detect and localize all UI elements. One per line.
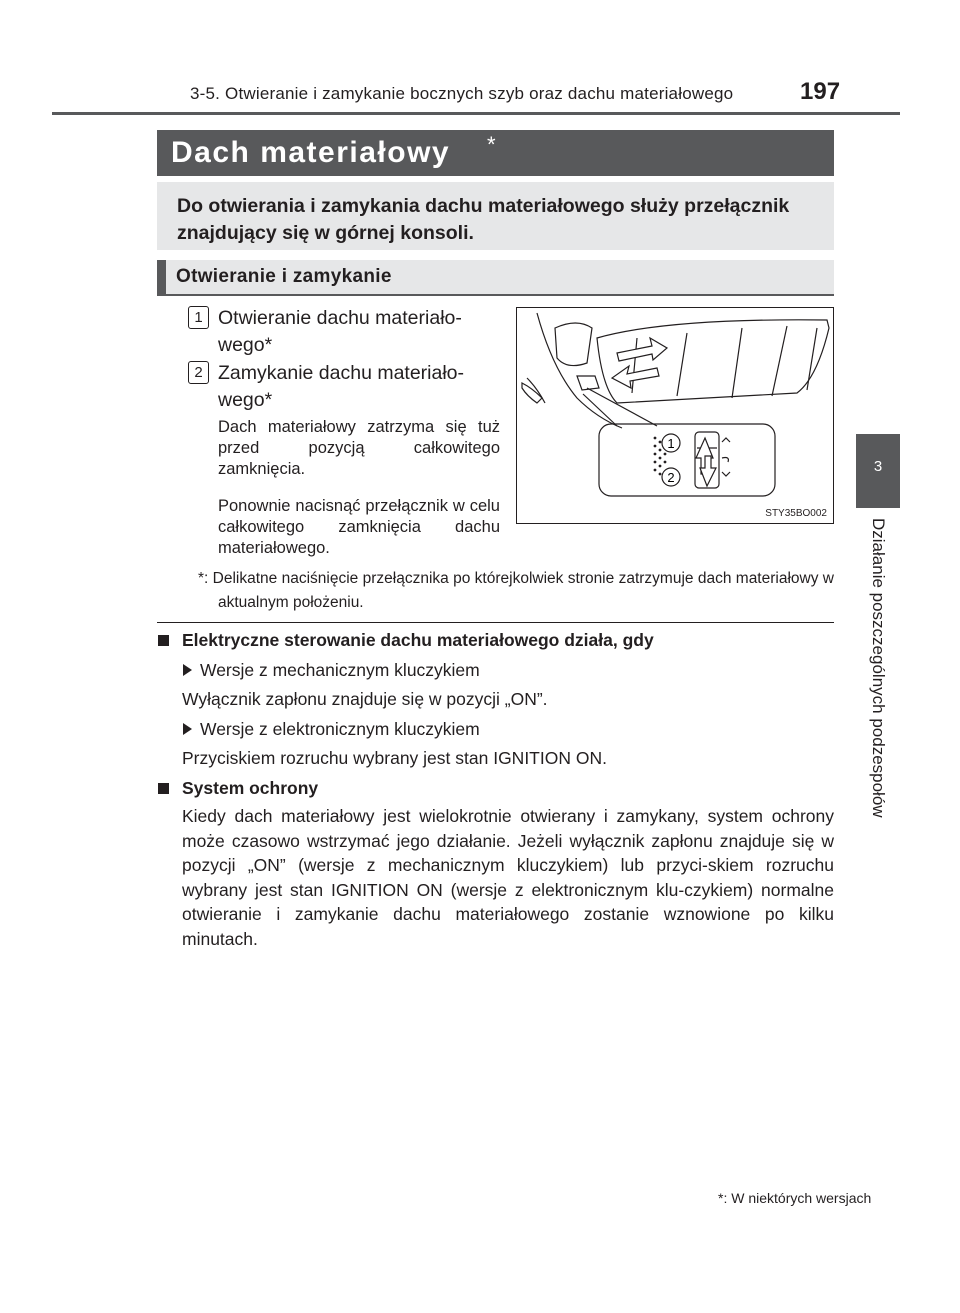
bottom-note: *: W niektórych wersjach [718,1190,872,1206]
variant2-text: Przyciskiem rozruchu wybrany jest stan IGNITION ON. [182,748,607,768]
triangle-bullet-icon [183,664,192,676]
variant1-text: Wyłącznik zapłonu znajduje się w pozycji „ON”. [182,689,548,709]
figure-callout-1: 1 [667,436,675,451]
variant2-label: Wersje z elektronicznym kluczykiem [200,719,480,739]
item-2-line2: wego* [218,389,273,411]
chapter-tab: 3 [856,434,900,508]
roof-switch-figure [516,307,834,524]
header-rule [52,112,900,115]
divider [157,622,834,623]
item-1 [218,305,498,359]
roof-switch-illustration [517,308,833,523]
protection-heading: System ochrony [182,778,319,798]
intro-text: Do otwierania i zamykania dachu materiałowego służy przełącznik znajdujący się w górnej konsoli. [177,195,790,244]
bullet-square-icon [158,783,169,794]
section-title: Dach materiałowy [171,136,451,169]
figure-callout-2: 2 [667,470,675,485]
intro-box [157,182,834,250]
protection-text: Kiedy dach materiałowy jest wielokrotnie otwierany i zamykany, system ochrony może czasowo wstrzymać jego działanie. Jeżeli wyłącznik zapłonu znajduje się w pozycji „ON” (wersje z mechanicznym kluczykiem) lub przyci-skiem rozruchu wybrany jest stan IGNITION ON (wersje z elektronicznym klu-czykiem) normalne otwieranie i zamykanie dachu materiałowego zostanie wznowione po kilku minutach. [182,806,834,949]
section-star: * [487,132,496,157]
subsection-title: Otwieranie i zamykanie [176,266,392,287]
item-number-1: 1 [188,306,209,329]
chapter-title: Działanie poszczególnych podzespołów [869,518,888,818]
item-number-2: 2 [188,361,209,384]
page-number: 197 [800,78,841,105]
note-2: Ponownie nacisnąć przełącznik w celu całkowitego zamknięcia dachu materiałowego. [218,497,500,557]
variant1-label: Wersje z mechanicznym kluczykiem [200,660,480,680]
subsection-bar [157,260,834,296]
header-title: 3-5. Otwieranie i zamykanie bocznych szyb oraz dachu materiałowego [190,84,734,103]
figure-code: STY35BO002 [765,508,827,519]
item-2 [218,360,498,414]
item-1-line1: Otwieranie dachu materiało- [218,307,462,329]
item-2-line1: Zamykanie dachu materiało- [218,362,465,384]
note-1: Dach materiałowy zatrzyma się tuż przed pozycją całkowitego zamknięcia. [218,418,500,478]
section-title-bar [157,130,834,176]
triangle-bullet-icon [183,723,192,735]
bullet-square-icon [158,635,169,646]
footnote: *: Delikatne naciśnięcie przełącznika po którejkolwiek stronie zatrzymuje dach materiałowy w aktualnym położeniu. [198,570,834,611]
electric-heading: Elektryczne sterowanie dachu materiałowego działa, gdy [182,630,654,650]
item-1-line2: wego* [218,334,273,356]
